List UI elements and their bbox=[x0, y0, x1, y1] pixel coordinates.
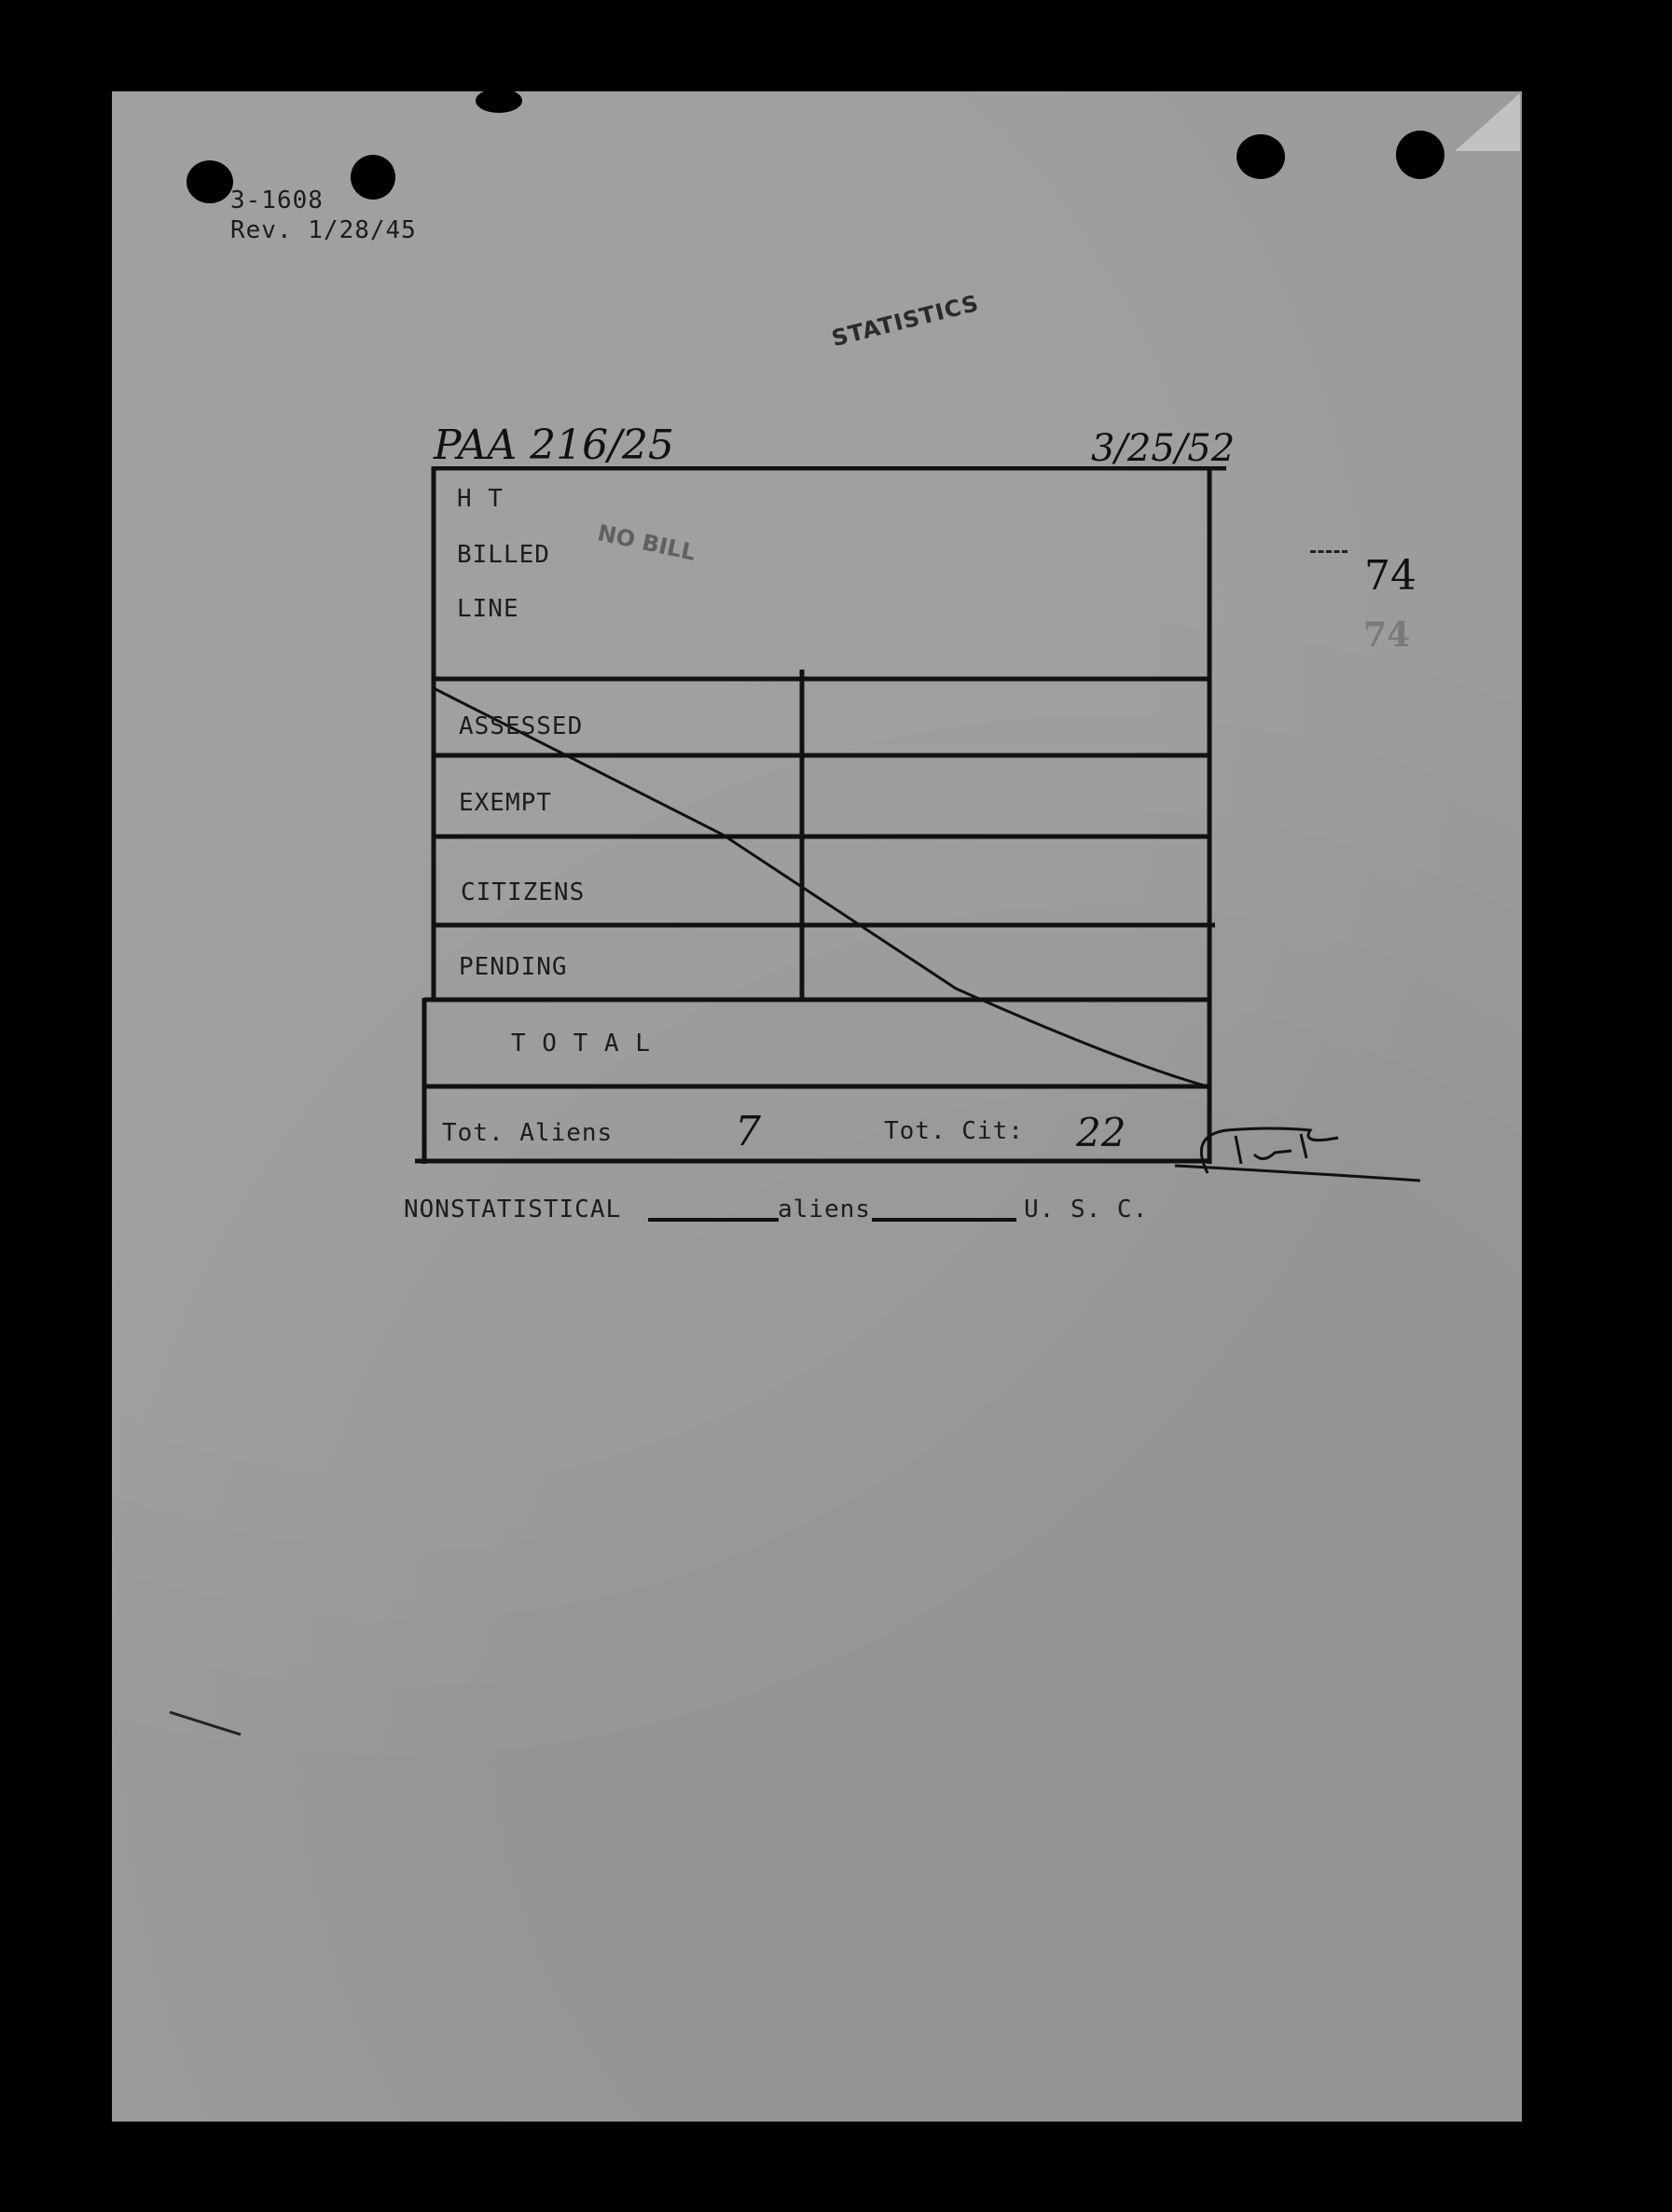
punch-hole bbox=[1396, 131, 1444, 179]
row-label-assessed: ASSESSED bbox=[459, 712, 584, 740]
handwritten-date: 3/25/52 bbox=[1091, 427, 1236, 470]
handwritten-reference: PAA 216/25 bbox=[434, 422, 674, 469]
nonstatistical-blank-1 bbox=[648, 1218, 779, 1222]
top-box-line-line: LINE bbox=[457, 595, 519, 623]
nonstatistical-usc: U. S. C. bbox=[1024, 1196, 1149, 1224]
total-citizens-value: 22 bbox=[1076, 1110, 1126, 1155]
side-dashes bbox=[1310, 550, 1347, 556]
top-box-line-billed: BILLED bbox=[457, 541, 550, 569]
form-number: 3-1608 bbox=[230, 187, 324, 214]
total-aliens-label: Tot. Aliens bbox=[442, 1119, 614, 1147]
row-label-pending: PENDING bbox=[459, 953, 568, 981]
ink-blot bbox=[476, 89, 522, 113]
punch-hole bbox=[187, 160, 233, 203]
punch-hole bbox=[1237, 134, 1285, 179]
top-box-line-ht: H T bbox=[457, 485, 504, 513]
statistics-stamp: STATISTICS bbox=[829, 289, 982, 353]
no-bill-stamp: NO BILL bbox=[595, 519, 698, 566]
row-label-exempt: EXEMPT bbox=[459, 789, 552, 817]
pen-stroke-mark bbox=[168, 1707, 252, 1744]
total-label: T O T A L bbox=[511, 1030, 651, 1058]
punch-hole bbox=[351, 155, 395, 200]
page-count-number: 74 bbox=[1364, 552, 1416, 600]
page-count-number-faint: 74 bbox=[1363, 615, 1411, 655]
total-aliens-value: 7 bbox=[735, 1108, 761, 1155]
total-citizens-label: Tot. Cit: bbox=[884, 1117, 1024, 1145]
form-revision: Rev. 1/28/45 bbox=[230, 216, 417, 244]
row-label-citizens: CITIZENS bbox=[461, 878, 586, 906]
handwritten-initials bbox=[1170, 1117, 1422, 1192]
nonstatistical-aliens: aliens bbox=[778, 1196, 871, 1224]
nonstatistical-blank-2 bbox=[872, 1218, 1016, 1222]
nonstatistical-label: NONSTATISTICAL bbox=[404, 1196, 622, 1224]
